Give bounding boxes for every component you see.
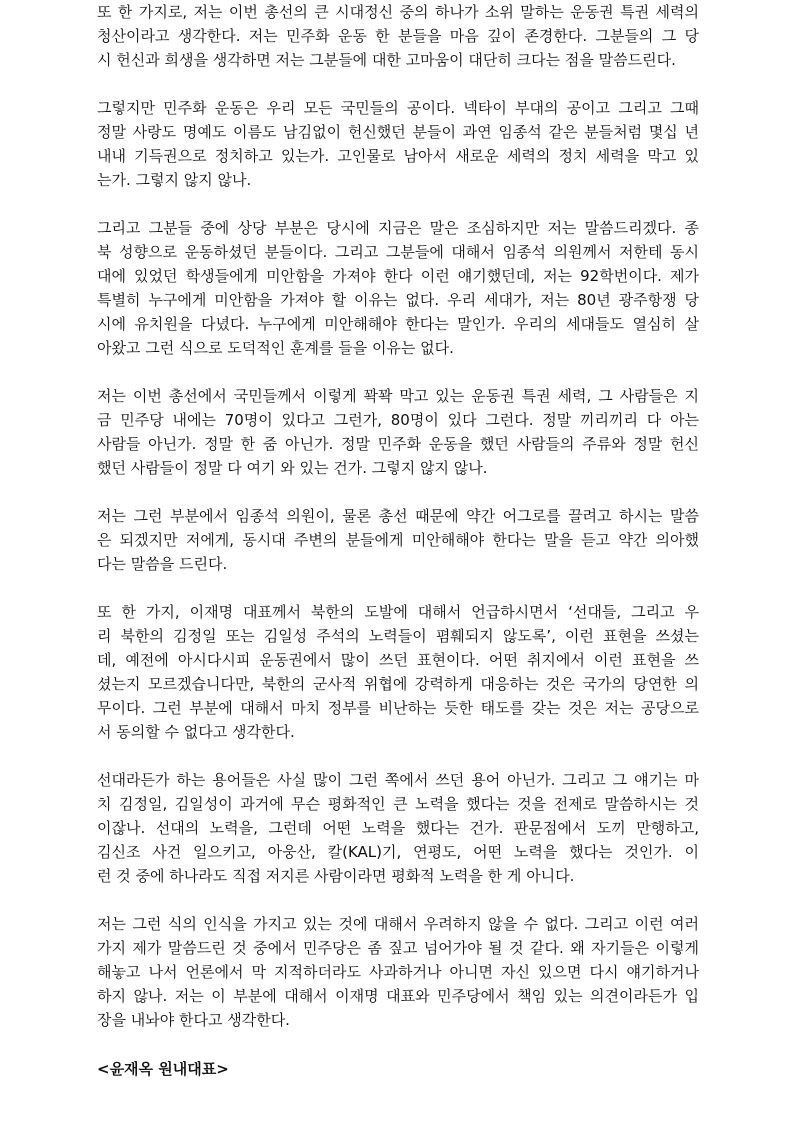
text-line: 가지 제가 말씀드린 것 중에서 민주당은 좀 짚고 넘어가야 될 것 같다. 왜 자기들은 이렇게 [97, 939, 699, 957]
text-line: 저는 그런 부분에서 임종석 의원이, 물론 총선 때문에 약간 어그로를 끌려고 하시는 말씀 [97, 507, 699, 525]
text-line: 아왔고 그런 식으로 도덕적인 훈계를 들을 이유는 없다. [97, 339, 454, 357]
text-line: 리 북한의 김정일 또는 김일성 주석의 노력들이 폄훼되지 않도록’, 이런 표현을 쓰셨는 [97, 627, 699, 645]
text-line: 금 민주당 내에는 70명이 있다고 그런가, 80명이 있다 그런다. 정말 끼리끼리 다 아는 [97, 411, 699, 429]
paragraph-6 [97, 600, 699, 744]
text-line: 청산이라고 생각한다. 저는 민주화 운동 한 분들을 마음 깊이 존경한다. 그분들의 그 당 [97, 27, 699, 45]
text-line: 저는 그런 식의 인식을 가지고 있는 것에 대해서 우려하지 않을 수 없다. 그리고 이런 여러 [97, 915, 699, 933]
text-line: 시에 유치원을 다녔다. 누구에게 미안해해야 한다는 말인가. 우리의 세대들도 열심히 살 [97, 315, 699, 333]
paragraph-5 [97, 504, 699, 576]
text-line: 하지 않나. 저는 이 부분에 대해서 이재명 대표와 민주당에서 책임 있는 의견이라든가 입 [97, 987, 699, 1005]
text-line: 서 동의할 수 없다고 생각한다. [97, 723, 295, 741]
paragraph-3 [97, 216, 699, 360]
paragraph-1 [97, 0, 699, 72]
text-line: 런 것 중에 하나라도 직접 저지른 사람이라면 평화적 노력을 한 게 아니다. [97, 867, 575, 885]
text-line: 그리고 그분들 중에 상당 부분은 당시에 지금은 말은 조심하지만 저는 말씀드리겠다. 종 [97, 219, 699, 237]
text-line: 이잖나. 선대의 노력을, 그런데 어떤 노력을 했다는 건가. 판문점에서 도끼 만행하고, [97, 819, 699, 837]
text-line: 해놓고 나서 언론에서 막 지적하더라도 사과하거나 아니면 자신 있으면 다시 얘기하거나 [97, 963, 699, 981]
text-line: 장을 내놔야 한다고 생각한다. [97, 1011, 290, 1029]
text-line: 셨는지 모르겠습니다만, 북한의 군사적 위협에 강력하게 대응하는 것은 국가의 당연한 의 [97, 675, 699, 693]
text-line: 또 한 가지로, 저는 이번 총선의 큰 시대정신 중의 하나가 소위 말하는 운동권 특권 세력의 [97, 3, 699, 21]
text-line: 또 한 가지, 이재명 대표께서 북한의 도발에 대해서 언급하시면서 ‘선대들, 그리고 우 [97, 603, 699, 621]
text-line: 했던 사람들이 정말 다 여기 와 있는 건가. 그렇지 않지 않나. [97, 459, 488, 477]
text-line: 그렇지만 민주화 운동은 우리 모든 국민들의 공이다. 넥타이 부대의 공이고 그리고 그때 [97, 99, 699, 117]
paragraph-2 [97, 96, 699, 192]
text-line: 사람들 아닌가. 정말 한 줌 아닌가. 정말 민주화 운동을 했던 사람들의 주류와 정말 헌신 [97, 435, 699, 453]
paragraph-8 [97, 912, 699, 1032]
text-line: 저는 이번 총선에서 국민들께서 이렇게 꽉꽉 막고 있는 운동권 특권 세력, 그 사람들은 지 [97, 387, 699, 405]
speaker-heading: <윤재옥 원내대표> [97, 1060, 229, 1078]
text-line: 다는 말씀을 드린다. [97, 555, 228, 573]
text-line: 정말 사랑도 명예도 이름도 남김없이 헌신했던 분들이 과연 임종석 같은 분들처럼 몇십 년 [97, 123, 699, 141]
text-line: 선대라든가 하는 용어들은 사실 많이 그런 쪽에서 쓰던 용어 아닌가. 그리고 그 얘기는 마 [97, 771, 699, 789]
text-line: 시 헌신과 희생을 생각하면 저는 그분들에 대한 고마움이 대단히 크다는 점을 말씀드린다. [97, 51, 676, 69]
text-line: 은 되겠지만 저에게, 동시대 주변의 분들에게 미안해해야 한다는 말을 듣고 약간 의아했 [97, 531, 699, 549]
text-line: 특별히 누구에게 미안함을 가져야 할 이유는 없다. 우리 세대가, 저는 80년 광주항쟁 당 [97, 291, 699, 309]
text-line: 북 성향으로 운동하셨던 분들이다. 그리고 그분들에 대해서 임종석 의원께서 저한테 동시 [97, 243, 699, 261]
text-line: 내내 기득권으로 정치하고 있는가. 고인물로 남아서 새로운 세력의 정치 세력을 막고 있 [97, 147, 699, 165]
text-line: 무이다. 그런 부분에 대해서 마치 정부를 비난하는 듯한 태도를 갖는 것은 저는 공당으로 [97, 699, 699, 717]
text-line: 대에 있었던 학생들에게 미안함을 가져야 한다 이런 얘기했던데, 저는 92학번이다. 제가 [97, 267, 699, 285]
text-line: 는가. 그렇지 않지 않나. [97, 171, 252, 189]
paragraph-4 [97, 384, 699, 480]
text-line: 김신조 사건 일으키고, 아웅산, 칼(KAL)기, 연평도, 어떤 노력을 했다는 것인가. 이 [97, 843, 699, 861]
text-line: 데, 예전에 아시다시피 운동권에서 많이 쓰던 표현이다. 어떤 취지에서 이런 표현을 쓰 [97, 651, 699, 669]
paragraph-7 [97, 768, 699, 888]
text-line: 치 김정일, 김일성이 과거에 무슨 평화적인 큰 노력을 했다는 것을 전제로 말씀하시는 것 [97, 795, 699, 813]
